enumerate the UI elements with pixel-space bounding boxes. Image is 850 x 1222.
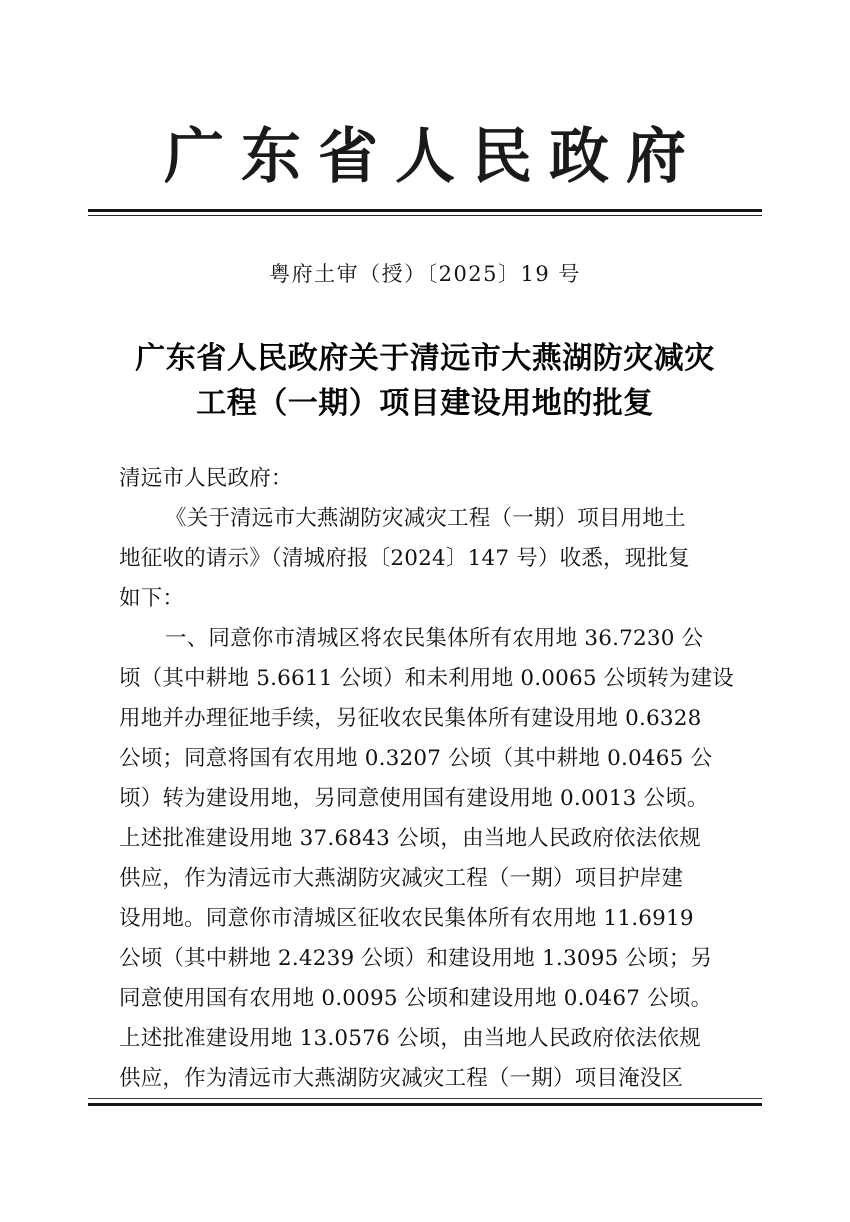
masthead-divider-rule <box>88 209 762 216</box>
body-salutation: 清远市人民政府： <box>119 466 293 491</box>
body-line: 供应，作为清远市大燕湖防灾减灾工程（一期）项目淹没区 <box>119 1066 684 1091</box>
body-line: 顷（其中耕地 5.6611 公顷）和未利用地 0.0065 公顷转为建设 <box>119 666 734 691</box>
body-line: 上述批准建设用地 13.0576 公顷，由当地人民政府依法依规 <box>119 1026 701 1051</box>
document-number: 粤府土审（授）〔2025〕19 号 <box>269 262 581 286</box>
masthead <box>0 118 850 196</box>
body-line: 供应，作为清远市大燕湖防灾减灾工程（一期）项目护岸建 <box>119 866 684 891</box>
footer-rule-thick-bar <box>88 1103 762 1106</box>
body-line: 如下： <box>119 586 185 611</box>
body-line: 一、同意你市清城区将农民集体所有农用地 36.7230 公 <box>165 626 704 651</box>
body-line: 地征收的请示》（清城府报〔2024〕147 号）收悉，现批复 <box>119 546 690 571</box>
page-title-line-1: 广东省人民政府关于清远市大燕湖防灾减灾 <box>135 341 715 376</box>
body-line: 用地并办理征地手续，另征收农民集体所有建设用地 0.6328 <box>119 706 702 731</box>
page-title-line-2: 工程（一期）项目建设用地的批复 <box>196 386 654 421</box>
body-line: 公顷（其中耕地 2.4239 公顷）和建设用地 1.3095 公顷；另 <box>119 946 713 971</box>
document-body <box>119 459 739 1099</box>
page-title <box>110 336 740 426</box>
body-line: 顷）转为建设用地，另同意使用国有建设用地 0.0013 公顷。 <box>119 786 709 811</box>
body-line: 《关于清远市大燕湖防灾减灾工程（一期）项目用地土 <box>165 506 686 531</box>
masthead-rule-thin-bar <box>88 215 762 216</box>
body-line: 公顷；同意将国有农用地 0.3207 公顷（其中耕地 0.0465 公 <box>119 746 713 771</box>
body-line: 同意使用国有农用地 0.0095 公顷和建设用地 0.0467 公顷。 <box>119 986 713 1011</box>
footer-divider-rule <box>88 1098 762 1106</box>
issuing-organization-title: 广东省人民政府 <box>164 122 703 192</box>
body-line: 设用地。同意你市清城区征收农民集体所有农用地 11.6919 <box>119 906 694 931</box>
body-line: 上述批准建设用地 37.6843 公顷，由当地人民政府依法依规 <box>119 826 701 851</box>
